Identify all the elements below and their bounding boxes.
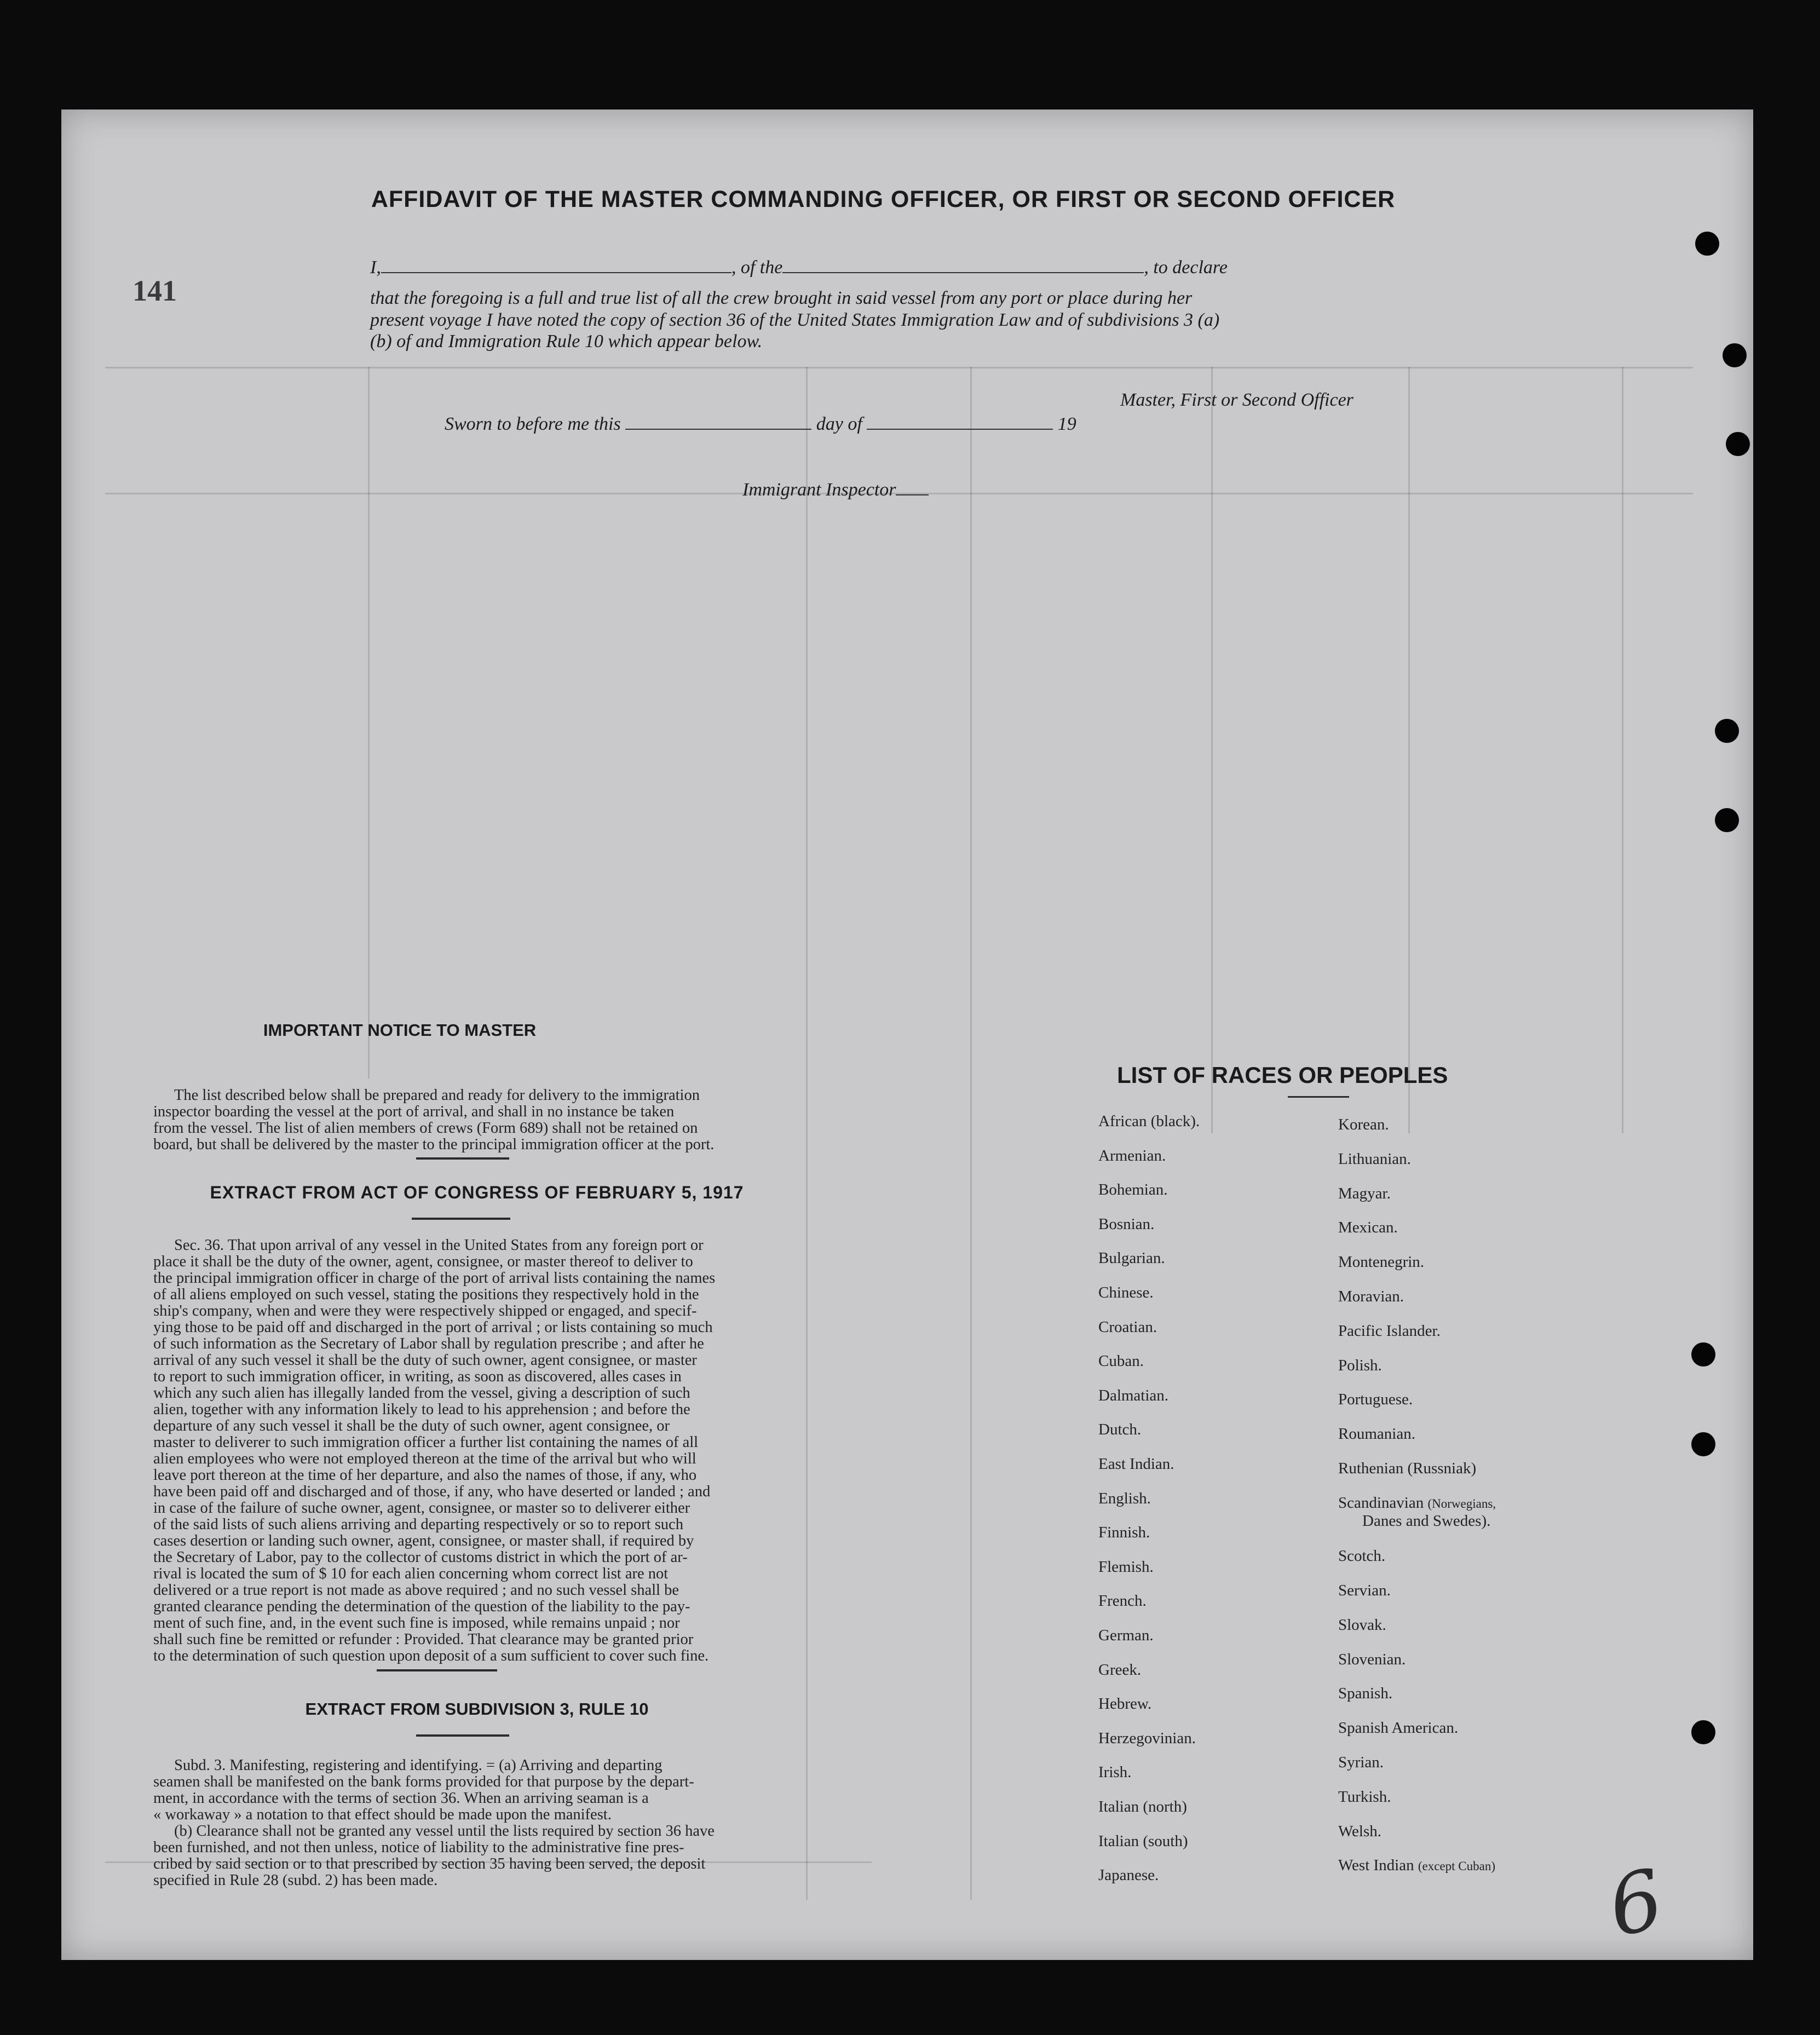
race-name: Chinese. bbox=[1098, 1284, 1154, 1301]
paragraph-line: arrival of any such vessel it shall be the duty of such owner, agent consignee, or master bbox=[153, 1352, 697, 1369]
race-item bbox=[1338, 1685, 1392, 1703]
paragraph-line: leave port thereon at the time of her departure, and also the names of those, if any, who bbox=[153, 1467, 697, 1484]
paragraph-line: delivered or a true report is not made as above required ; and no such vessel shall be bbox=[153, 1582, 679, 1599]
bleed-through-line bbox=[970, 367, 972, 1900]
race-item bbox=[1338, 1651, 1406, 1669]
race-item bbox=[1338, 1754, 1384, 1772]
race-item bbox=[1098, 1421, 1141, 1439]
race-item bbox=[1098, 1627, 1154, 1645]
master-name-blank[interactable] bbox=[381, 272, 732, 273]
race-item bbox=[1338, 1616, 1386, 1634]
divider bbox=[416, 1157, 509, 1160]
race-name: Spanish. bbox=[1338, 1685, 1393, 1703]
race-item bbox=[1098, 1695, 1151, 1713]
race-item bbox=[1098, 1318, 1157, 1336]
race-item bbox=[1338, 1357, 1382, 1375]
paragraph-line: « workaway » a notation to that effect should be made upon the manifest. bbox=[153, 1806, 612, 1823]
race-name: Dalmatian. bbox=[1098, 1386, 1169, 1404]
race-item bbox=[1338, 1322, 1441, 1340]
notice-heading: IMPORTANT NOTICE TO MASTER bbox=[263, 1021, 537, 1040]
bleed-through-line bbox=[1622, 367, 1623, 1133]
act-extract-paragraph bbox=[153, 1237, 800, 1664]
divider bbox=[416, 1734, 509, 1737]
sworn-month-blank[interactable] bbox=[867, 429, 1053, 430]
affidavit-declare-label: , to declare bbox=[1144, 257, 1228, 278]
race-item bbox=[1338, 1185, 1391, 1203]
race-name: Dutch. bbox=[1098, 1421, 1142, 1439]
handwritten-mark: 6 bbox=[1600, 1851, 1672, 1956]
paragraph-line: in case of the failure of suche owner, agent, consignee, or master so to deliverer either bbox=[153, 1500, 690, 1517]
race-name: Scotch. bbox=[1338, 1547, 1386, 1565]
master-officer-label: Master, First or Second Officer bbox=[1120, 390, 1354, 410]
inspector-label: Immigrant Inspector bbox=[742, 480, 896, 500]
paragraph-line: rival is located the sum of $ 10 for each alien concerning whom correct list are not bbox=[153, 1565, 669, 1582]
race-item bbox=[1098, 1147, 1166, 1165]
paragraph-line: the principal immigration officer in charge of the port of arrival lists containing the names bbox=[153, 1270, 716, 1287]
race-item bbox=[1338, 1150, 1411, 1168]
paragraph-line: ment of such fine, and, in the event such fine is imposed, while remains unpaid ; nor bbox=[153, 1615, 680, 1632]
race-name: Irish. bbox=[1098, 1763, 1132, 1782]
race-name: Finnish. bbox=[1098, 1524, 1150, 1542]
race-name: French. bbox=[1098, 1592, 1147, 1610]
affidavit-line-1 bbox=[370, 257, 1228, 278]
race-name: East Indian. bbox=[1098, 1455, 1174, 1473]
punch-hole bbox=[1691, 1432, 1715, 1456]
vessel-name-blank[interactable] bbox=[782, 272, 1144, 273]
paragraph-line: place it shall be the duty of the owner, agent, consignee, or master thereof to deliver to bbox=[153, 1253, 693, 1270]
race-item bbox=[1098, 1592, 1147, 1610]
day-of-label: day of bbox=[816, 414, 862, 434]
race-name: Spanish American. bbox=[1338, 1719, 1459, 1737]
punch-hole bbox=[1715, 719, 1739, 743]
race-item bbox=[1098, 1284, 1154, 1302]
race-item bbox=[1338, 1547, 1385, 1565]
race-name: Magyar. bbox=[1338, 1184, 1391, 1202]
bleed-through-line bbox=[1211, 367, 1213, 1133]
race-note: (except Cuban) bbox=[1418, 1859, 1495, 1873]
race-item bbox=[1338, 1582, 1391, 1600]
year-label: 19 bbox=[1057, 414, 1076, 434]
race-item bbox=[1338, 1460, 1476, 1478]
race-item bbox=[1098, 1798, 1187, 1816]
notice-line: inspector boarding the vessel at the port of arrival, and shall in no instance be taken bbox=[153, 1103, 675, 1120]
punch-hole bbox=[1715, 808, 1739, 832]
race-item bbox=[1098, 1763, 1131, 1782]
race-name: Italian (south) bbox=[1098, 1832, 1188, 1850]
affidavit-line-3: present voyage I have noted the copy of section 36 of the United States Immigration Law and of subdivisions 3 (a) bbox=[370, 310, 1220, 330]
race-item bbox=[1098, 1387, 1168, 1405]
sworn-line bbox=[445, 414, 1076, 435]
race-name: Scandinavian bbox=[1338, 1494, 1424, 1512]
affidavit-line-4: (b) of and Immigration Rule 10 which appear below. bbox=[370, 331, 763, 351]
paragraph-line: which any such alien has illegally landed from the vessel, giving a description of such bbox=[153, 1385, 690, 1402]
race-name: Turkish. bbox=[1338, 1788, 1391, 1806]
bleed-through-line bbox=[806, 367, 808, 1900]
paragraph-line: cases desertion or landing such owner, agent, consignee, or master shall, if required by bbox=[153, 1532, 694, 1549]
race-name: Portuguese. bbox=[1338, 1391, 1413, 1409]
race-item bbox=[1338, 1823, 1381, 1841]
bleed-through-line bbox=[1408, 367, 1410, 1133]
rule-extract-paragraph bbox=[153, 1757, 800, 1889]
bleed-through-line bbox=[105, 367, 1693, 368]
paragraph-line: alien employees who were not employed thereon at the time of the arrival but who will bbox=[153, 1450, 696, 1467]
paragraph-line: have been paid off and discharged and of those, if any, who have deserted or landed ; and bbox=[153, 1483, 711, 1500]
race-name: Greek. bbox=[1098, 1661, 1142, 1679]
race-item bbox=[1098, 1215, 1154, 1233]
notice-paragraph bbox=[153, 1087, 800, 1153]
race-name: Herzegovinian. bbox=[1098, 1729, 1196, 1747]
race-item bbox=[1098, 1181, 1167, 1199]
notice-line: The list described below shall be prepared and ready for delivery to the immigration bbox=[174, 1087, 700, 1104]
race-item bbox=[1338, 1494, 1496, 1530]
race-name: Japanese. bbox=[1098, 1866, 1159, 1884]
race-item bbox=[1338, 1288, 1404, 1306]
race-item bbox=[1098, 1661, 1141, 1679]
punch-hole bbox=[1695, 232, 1719, 256]
race-name: Slovenian. bbox=[1338, 1650, 1406, 1668]
punch-hole bbox=[1723, 343, 1747, 367]
race-item bbox=[1338, 1391, 1413, 1409]
notice-line: from the vessel. The list of alien members of crews (Form 689) shall not be retained on bbox=[153, 1120, 698, 1137]
race-name: Moravian. bbox=[1338, 1288, 1404, 1305]
divider bbox=[412, 1218, 510, 1220]
race-name: Bosnian. bbox=[1098, 1215, 1155, 1233]
race-name: Bulgarian. bbox=[1098, 1249, 1165, 1267]
paragraph-line: been furnished, and not then unless, notice of liability to the administrative fine pres- bbox=[153, 1839, 684, 1856]
race-name: Bohemian. bbox=[1098, 1181, 1168, 1199]
race-item bbox=[1098, 1866, 1159, 1884]
race-item bbox=[1098, 1455, 1174, 1473]
race-name: English. bbox=[1098, 1489, 1151, 1507]
bleed-through-line bbox=[368, 367, 370, 1079]
paragraph-line: master to deliverer to such immigration officer a further list containing the names of all bbox=[153, 1434, 699, 1451]
paragraph-line: cribed by said section or to that prescribed by section 35 having been served, the deposit bbox=[153, 1855, 706, 1872]
inspector-blank[interactable] bbox=[896, 494, 929, 495]
notice-line: board, but shall be delivered by the master to the principal immigration officer at the port. bbox=[153, 1136, 715, 1153]
race-name: Slovak. bbox=[1338, 1616, 1386, 1634]
race-name: Servian. bbox=[1338, 1581, 1391, 1599]
race-item bbox=[1338, 1116, 1389, 1134]
paragraph-line: ment, in accordance with the terms of section 36. When an arriving seaman is a bbox=[153, 1790, 649, 1807]
race-item bbox=[1098, 1112, 1200, 1131]
race-name: Korean. bbox=[1338, 1116, 1389, 1133]
race-name: West Indian bbox=[1338, 1857, 1414, 1875]
paragraph-line: ying those to be paid off and discharged in the port of arrival ; or lists containing so much bbox=[153, 1319, 713, 1336]
paragraph-line: (b) Clearance shall not be granted any vessel until the lists required by section 36 have bbox=[174, 1823, 715, 1840]
rule-extract-heading: EXTRACT FROM SUBDIVISION 3, RULE 10 bbox=[305, 1699, 649, 1719]
sworn-label: Sworn to before me this bbox=[445, 414, 621, 434]
race-name: Italian (north) bbox=[1098, 1798, 1187, 1815]
sworn-day-blank[interactable] bbox=[625, 429, 811, 430]
race-item bbox=[1338, 1719, 1458, 1737]
race-name: Welsh. bbox=[1338, 1822, 1382, 1840]
paragraph-line: to report to such immigration officer, in writing, as soon as discovered, alles cases in bbox=[153, 1368, 682, 1385]
paragraph-line: seamen shall be manifested on the bank forms provided for that purpose by the depart- bbox=[153, 1773, 694, 1790]
margin-number: 141 bbox=[133, 274, 177, 307]
page-title: AFFIDAVIT OF THE MASTER COMMANDING OFFICER, OR FIRST OR SECOND OFFICER bbox=[371, 186, 1396, 212]
race-item bbox=[1098, 1490, 1151, 1508]
race-item bbox=[1098, 1249, 1165, 1267]
race-name: Flemish. bbox=[1098, 1558, 1154, 1576]
paragraph-line: to the determination of such question upon deposit of a sum sufficient to cover such fine. bbox=[153, 1647, 709, 1664]
race-name: Ruthenian (Russniak) bbox=[1338, 1460, 1477, 1477]
race-note: (Norwegians, bbox=[1427, 1496, 1496, 1511]
divider bbox=[1288, 1096, 1349, 1098]
race-item bbox=[1338, 1788, 1391, 1806]
race-name: Pacific Islander. bbox=[1338, 1322, 1441, 1340]
race-item bbox=[1098, 1524, 1150, 1542]
paragraph-line: of all aliens employed on such vessel, stating the positions they respectively hold in the bbox=[153, 1286, 699, 1303]
race-name: Polish. bbox=[1338, 1356, 1382, 1374]
race-name: Cuban. bbox=[1098, 1352, 1144, 1370]
race-item bbox=[1338, 1253, 1424, 1271]
races-heading: LIST OF RACES OR PEOPLES bbox=[1117, 1062, 1448, 1088]
inspector-line bbox=[742, 480, 929, 500]
paragraph-line: Sec. 36. That upon arrival of any vessel in the United States from any foreign port or bbox=[174, 1237, 704, 1254]
paragraph-line: of such information as the Secretary of Labor shall by regulation prescribe ; and after he bbox=[153, 1335, 704, 1352]
paragraph-line: specified in Rule 28 (subd. 2) has been made. bbox=[153, 1872, 438, 1889]
paragraph-line: Subd. 3. Manifesting, registering and identifying. = (a) Arriving and departing bbox=[174, 1757, 663, 1774]
race-item bbox=[1338, 1219, 1398, 1237]
paragraph-line: departure of any such vessel it shall be the duty of such owner, agent consignee, or bbox=[153, 1417, 670, 1434]
paragraph-line: granted clearance pending the determination of the question of the liability to the pay- bbox=[153, 1598, 690, 1615]
paragraph-line: shall such fine be remitted or refunder : Provided. That clearance may be granted prior bbox=[153, 1631, 694, 1648]
race-name: Syrian. bbox=[1338, 1753, 1384, 1771]
race-item bbox=[1098, 1730, 1196, 1748]
race-item bbox=[1098, 1832, 1188, 1850]
race-name: Armenian. bbox=[1098, 1146, 1166, 1164]
paragraph-line: of the said lists of such aliens arriving and departing respectively or so to report such bbox=[153, 1516, 683, 1533]
race-name: Montenegrin. bbox=[1338, 1253, 1425, 1271]
paragraph-line: alien, together with any information likely to lead to his apprehension ; and before the bbox=[153, 1401, 690, 1418]
race-item bbox=[1338, 1857, 1495, 1875]
race-name: German. bbox=[1098, 1627, 1154, 1644]
race-item bbox=[1338, 1425, 1415, 1443]
affidavit-of-the-label: , of the bbox=[731, 257, 783, 278]
punch-hole bbox=[1726, 432, 1750, 456]
paragraph-line: ship's company, when and were they were respectively shipped or engaged, and specif- bbox=[153, 1302, 697, 1319]
race-note: Danes and Swedes). bbox=[1362, 1512, 1491, 1530]
affidavit-line-2: that the foregoing is a full and true list of all the crew brought in said vessel from any port or place during her bbox=[370, 288, 1193, 308]
race-name: Croatian. bbox=[1098, 1318, 1157, 1336]
race-item bbox=[1098, 1558, 1154, 1576]
divider bbox=[377, 1669, 497, 1671]
race-name: African (black). bbox=[1098, 1112, 1200, 1130]
race-item bbox=[1098, 1352, 1144, 1370]
race-name: Mexican. bbox=[1338, 1219, 1398, 1237]
race-name: Roumanian. bbox=[1338, 1425, 1415, 1443]
punch-hole bbox=[1691, 1720, 1715, 1744]
affidavit-i-label: I, bbox=[370, 257, 381, 278]
race-name: Hebrew. bbox=[1098, 1695, 1152, 1713]
act-extract-heading: EXTRACT FROM ACT OF CONGRESS OF FEBRUARY 5, 1917 bbox=[210, 1183, 744, 1202]
punch-hole bbox=[1691, 1342, 1715, 1367]
paragraph-line: the Secretary of Labor, pay to the collector of customs district in which the port of ar- bbox=[153, 1549, 688, 1566]
race-name: Lithuanian. bbox=[1338, 1150, 1411, 1168]
